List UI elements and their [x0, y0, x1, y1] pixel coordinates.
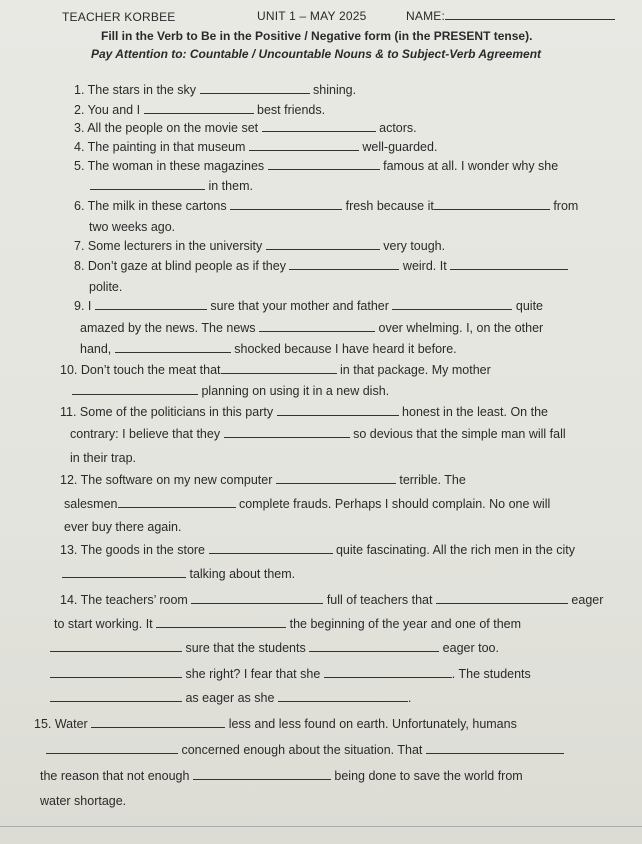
- q5-text-b: famous at all. I wonder why she: [383, 159, 559, 173]
- q9-line-1: [74, 298, 543, 314]
- q8-blank-2: [450, 258, 568, 270]
- q14-blank-4: [50, 640, 182, 652]
- name-label: NAME:: [406, 9, 446, 23]
- unit-label: UNIT 1 – MAY 2025: [257, 9, 367, 23]
- q14-text-f: sure that the students: [185, 641, 306, 655]
- q15-text-e: being done to save the world from: [334, 769, 523, 783]
- q6-blank-2: [434, 198, 550, 210]
- page-bottom-rule: [0, 826, 642, 827]
- q14-blank-6: [50, 666, 182, 678]
- q14-line-5: [50, 690, 411, 706]
- q3-blank-1: [262, 120, 376, 132]
- q14-text-d: to start working. It: [54, 617, 153, 631]
- q11-line-1: [60, 404, 548, 420]
- q4-text-b: well-guarded.: [362, 140, 438, 154]
- q12-blank-1: [276, 472, 396, 484]
- name-field: [406, 8, 615, 24]
- q9-line-3: [80, 341, 457, 357]
- q14-line-1: [60, 592, 603, 608]
- q10-line-2: [72, 383, 389, 399]
- q15-line-3: [40, 768, 523, 784]
- q14-text-b: full of teachers that: [326, 593, 433, 607]
- q8-line-1: [74, 258, 568, 274]
- q9-text-f: hand,: [80, 342, 112, 356]
- q10-text-b: in that package. My mother: [340, 363, 491, 377]
- q3-text-a: 3. All the people on the movie set: [74, 121, 259, 135]
- q14-text-h: she right? I fear that she: [185, 667, 321, 681]
- q5-line-2: [90, 178, 253, 194]
- q9-text-g: shocked because I have heard it before.: [234, 342, 457, 356]
- q6-text-a: 6. The milk in these cartons: [74, 199, 227, 213]
- q7-text-b: very tough.: [383, 239, 446, 253]
- q13-blank-2: [62, 566, 186, 578]
- q14-blank-9: [278, 690, 408, 702]
- q9-blank-2: [392, 298, 512, 310]
- q8-text-a: 8. Don’t gaze at blind people as if they: [74, 259, 286, 273]
- q11-line-2: [70, 426, 566, 442]
- q12-line-1: [60, 472, 466, 488]
- q15-text-d: the reason that not enough: [40, 769, 190, 783]
- q9-text-e: over whelming. I, on the other: [378, 321, 544, 335]
- q8-blank-1: [289, 258, 399, 270]
- q15-text-a: 15. Water: [34, 717, 88, 731]
- q14-text-i: . The students: [451, 667, 531, 681]
- q5-line-1: [74, 158, 558, 174]
- instruction-line-1: Fill in the Verb to Be in the Positive / Negative form (in the PRESENT tense).: [101, 29, 533, 43]
- q14-blank-3: [156, 616, 286, 628]
- teacher-name: TEACHER KORBEE: [62, 10, 176, 24]
- q9-blank-4: [115, 341, 231, 353]
- q15-blank-2: [46, 742, 178, 754]
- q9-text-b: sure that your mother and father: [210, 299, 389, 313]
- q11-text-c: contrary: I believe that they: [70, 427, 221, 441]
- q7-blank-1: [266, 238, 380, 250]
- q14-text-c: eager: [571, 593, 604, 607]
- q15-line-4: water shortage.: [40, 794, 127, 808]
- q9-blank-3: [259, 320, 375, 332]
- q14-blank-2: [436, 592, 568, 604]
- q14-blank-8: [50, 690, 182, 702]
- q12-line-3: ever buy there again.: [64, 520, 182, 534]
- q14-text-k: .: [407, 691, 412, 705]
- q9-line-2: [80, 320, 543, 336]
- q14-text-j: as eager as she: [185, 691, 275, 705]
- q9-blank-1: [95, 298, 207, 310]
- q9-text-d: amazed by the news. The news: [80, 321, 256, 335]
- q3-line: [74, 120, 417, 136]
- q1-line: [74, 82, 356, 98]
- q11-blank-2: [224, 426, 350, 438]
- q8-line-2: polite.: [89, 280, 123, 294]
- name-blank: [445, 8, 615, 20]
- q14-text-e: the beginning of the year and one of them: [289, 617, 522, 631]
- q12-line-2: [64, 496, 550, 512]
- q1-text-b: shining.: [313, 83, 357, 97]
- q7-line: [74, 238, 445, 254]
- q8-text-b: weird. It: [402, 259, 447, 273]
- q15-text-b: less and less found on earth. Unfortunately, humans: [228, 717, 517, 731]
- q5-text-a: 5. The woman in these magazines: [74, 159, 265, 173]
- q14-blank-1: [191, 592, 323, 604]
- q13-text-b: quite fascinating. All the rich men in the city: [335, 543, 575, 557]
- q6-blank-1: [230, 198, 342, 210]
- q15-blank-1: [91, 716, 225, 728]
- q14-blank-5: [309, 640, 439, 652]
- q2-text-b: best friends.: [257, 103, 326, 117]
- instruction-line-2: Pay Attention to: Countable / Uncountable Nouns & to Subject-Verb Agreement: [91, 47, 542, 61]
- q2-text-a: 2. You and I: [74, 103, 141, 117]
- q6-line-2: two weeks ago.: [89, 220, 176, 234]
- q15-line-2: [46, 742, 564, 758]
- q11-text-d: so devious that the simple man will fall: [353, 427, 566, 441]
- q14-line-4: [50, 666, 531, 682]
- q3-text-b: actors.: [379, 121, 417, 135]
- q1-blank-1: [200, 82, 310, 94]
- q2-line: [74, 102, 325, 118]
- q14-blank-7: [324, 666, 452, 678]
- q2-blank-1: [144, 102, 254, 114]
- q14-line-2: [54, 616, 521, 632]
- q11-blank-1: [277, 404, 399, 416]
- q12-text-a: 12. The software on my new computer: [60, 473, 273, 487]
- q13-blank-1: [209, 542, 333, 554]
- q15-blank-4: [193, 768, 331, 780]
- q12-text-d: complete frauds. Perhaps I should complain. No one will: [238, 497, 551, 511]
- q15-text-c: concerned enough about the situation. That: [181, 743, 423, 757]
- q4-text-a: 4. The painting in that museum: [74, 140, 246, 154]
- q13-text-c: talking about them.: [189, 567, 296, 581]
- q10-blank-2: [72, 383, 198, 395]
- q13-text-a: 13. The goods in the store: [60, 543, 206, 557]
- q12-text-b: terrible. The: [399, 473, 466, 487]
- q9-text-c: quite: [515, 299, 543, 313]
- q5-blank-2: [90, 178, 205, 190]
- q5-text-c: in them.: [208, 179, 253, 193]
- q12-text-c: salesmen: [64, 497, 118, 511]
- q9-text-a: 9. I: [74, 299, 92, 313]
- q15-blank-3: [426, 742, 564, 754]
- q4-line: [74, 139, 437, 155]
- q15-line-1: [34, 716, 517, 732]
- q6-text-c: from: [553, 199, 579, 213]
- q12-blank-2: [118, 496, 236, 508]
- q4-blank-1: [249, 139, 359, 151]
- q10-line-1: [60, 362, 491, 378]
- q10-text-a: 10. Don’t touch the meat that: [60, 363, 221, 377]
- q1-text-a: 1. The stars in the sky: [74, 83, 197, 97]
- q10-blank-1: [221, 362, 337, 374]
- q13-line-2: [62, 566, 295, 582]
- q11-text-a: 11. Some of the politicians in this party: [60, 405, 274, 419]
- q6-text-b: fresh because it: [345, 199, 434, 213]
- q11-text-b: honest in the least. On the: [402, 405, 548, 419]
- q5-blank-1: [268, 158, 380, 170]
- q10-text-c: planning on using it in a new dish.: [201, 384, 390, 398]
- q6-line-1: [74, 198, 578, 214]
- q14-line-3: [50, 640, 499, 656]
- q14-text-g: eager too.: [442, 641, 499, 655]
- q13-line-1: [60, 542, 575, 558]
- q11-line-3: in their trap.: [70, 451, 137, 465]
- q14-text-a: 14. The teachers’ room: [60, 593, 188, 607]
- q7-text-a: 7. Some lecturers in the university: [74, 239, 263, 253]
